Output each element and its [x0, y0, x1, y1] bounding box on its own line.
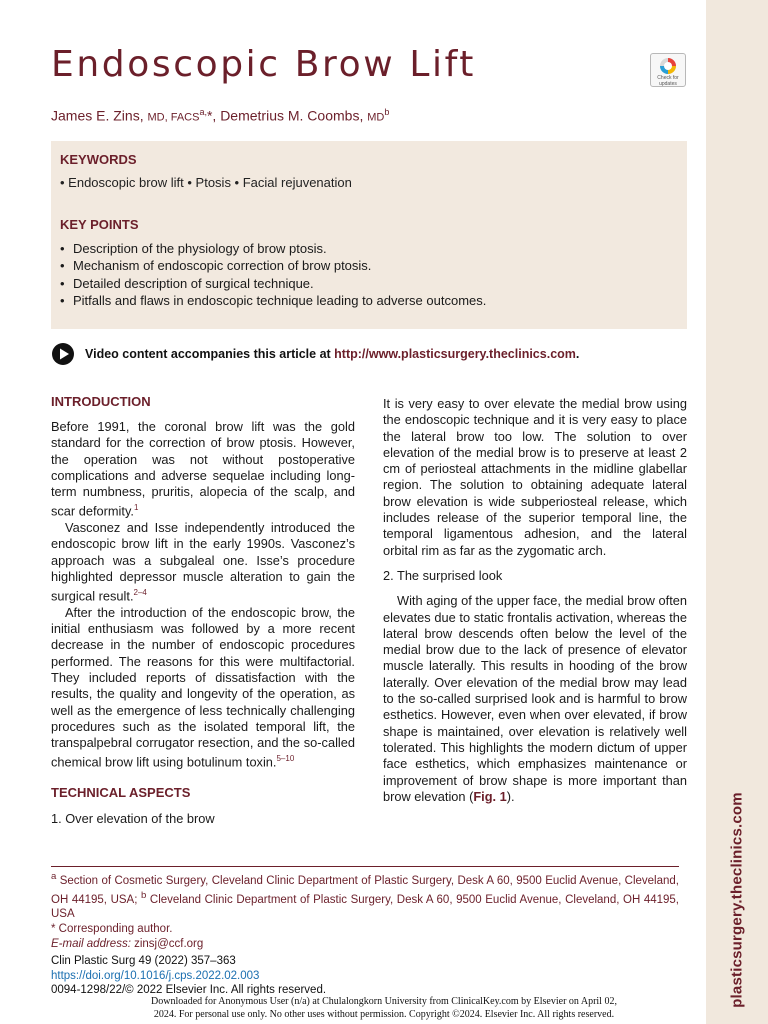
- key-point: • Mechanism of endoscopic correction of brow ptosis.: [60, 257, 486, 274]
- left-column: [51, 394, 355, 827]
- reference-link[interactable]: 5–10: [276, 754, 295, 764]
- numbered-item-1: 1. Over elevation of the brow: [51, 811, 215, 827]
- author-1-corresponding-star: *: [206, 107, 213, 124]
- video-notice: [51, 342, 579, 366]
- video-link[interactable]: http://www.plasticsurgery.theclinics.com: [334, 347, 576, 361]
- update-badge-icon: [659, 57, 677, 75]
- author-2-credentials: MD: [367, 111, 385, 124]
- copyright-line: 0094-1298/22/© 2022 Elsevier Inc. All rights reserved.: [51, 984, 327, 997]
- reference-link[interactable]: 2–4: [133, 588, 147, 598]
- keywords-keypoints-box: [51, 141, 687, 329]
- video-notice-end: .: [575, 347, 580, 361]
- reference-link[interactable]: 1: [133, 503, 139, 513]
- right-paragraph-2: With aging of the upper face, the medial brow often elevates due to static frontalis activation, whereas the lateral brow descends often below the level of the medial brow due to the lack of presence of elevator muscle laterally. This results in hooding of the brow laterally. Over elevation of the medial brow may lead to the so-called surprised look and is harmful to brow esthetics. However, even when over elevated, if brow shape is maintained, over elevation is relatively well tolerated. This highlights the modern dictum of upper face esthetics, which emphasizes maintenance or improvement of brow shape is more important than brow elevation (Fig. 1).: [383, 593, 687, 804]
- keywords-list: • Endoscopic brow lift • Ptosis • Facial rejuvenation: [60, 175, 352, 190]
- author-1-affiliation: a,: [199, 107, 207, 117]
- right-column: [383, 396, 687, 805]
- right-paragraph-1: It is very easy to over elevate the medial brow using the endoscopic technique and it is very easy to place the lateral brow too low. The solution to over elevation of the medial brow is to preserve at least 2 cm of periosteal attachments in the midline glabellar region. The solution to obtaining adequate lateral brow elevation is wide subperiosteal release, which includes release of the superior temporal line, the temporal ligamentous adhesion, and the lateral orbital rim as far as the zygomatic arch.: [383, 396, 687, 558]
- email-address[interactable]: zinsj@ccf.org: [130, 937, 204, 950]
- affiliations-footnote: [51, 870, 679, 952]
- corresponding-author-note: * Corresponding author.: [51, 923, 173, 936]
- author-line: [51, 107, 389, 124]
- introduction-heading: INTRODUCTION: [51, 394, 151, 409]
- download-notice-line-2: 2024. For personal use only. No other uses without permission. Copyright ©2024. Elsevier Inc. All rights reserved.: [153, 1008, 615, 1020]
- affiliation-text: $^a$ Section of Cosmetic Surgery, Cleveland Clinic Department of Plastic Surgery, Desk A 60, 9500 Euclid Avenue, Cleveland, OH 44195, USA; $^b$ Cleveland Clinic Department of Plastic Surgery, Desk A 60, 9500 Euclid Avenue, Cleveland, OH 44195, USA: [51, 871, 679, 921]
- video-notice-text: Video content accompanies this article at: [85, 347, 331, 361]
- badge-label-2: updates: [659, 81, 677, 87]
- journal-side-banner: plasticsurgery.theclinics.com: [728, 792, 746, 1008]
- doi-link[interactable]: https://doi.org/10.1016/j.cps.2022.02.003: [51, 969, 260, 982]
- author-2-affiliation: b: [384, 107, 390, 117]
- author-2-name: Demetrius M. Coombs,: [220, 107, 364, 124]
- article-title: Endoscopic Brow Lift: [51, 44, 476, 85]
- key-points-list: [60, 240, 486, 309]
- key-point: • Description of the physiology of brow ptosis.: [60, 240, 486, 257]
- author-separator: ,: [212, 107, 217, 124]
- figure-1-link[interactable]: Fig. 1: [473, 788, 507, 804]
- badge-label-1: Check for: [657, 75, 679, 81]
- keywords-heading: KEYWORDS: [60, 152, 137, 167]
- download-notice-line-1: Downloaded for Anonymous User (n/a) at Chulalongkorn University from ClinicalKey.com by Elsevier on April 02,: [151, 996, 617, 1007]
- check-for-updates-badge[interactable]: [650, 53, 686, 87]
- key-point: • Detailed description of surgical technique.: [60, 275, 486, 292]
- intro-paragraph-3: After the introduction of the endoscopic brow, the initial enthusiasm was followed by a more recent decrease in the number of endoscopic procedures performed. The reasons for this were multifactorial. They included reports of dissatisfaction with the results, the quality and longevity of the operation, as well as the emergence of less technically challenging procedures such as the isolated temporal lift, the transpalpebral corrugator resection, and the so-called chemical brow lift using botulinum toxin.$^{5-10}$: [51, 604, 355, 770]
- play-video-icon[interactable]: [51, 342, 75, 366]
- citation-block: [51, 954, 326, 998]
- footnote-divider: [51, 866, 679, 867]
- author-1-credentials: MD, FACS: [147, 111, 200, 124]
- numbered-item-2: 2. The surprised look: [383, 567, 503, 583]
- technical-aspects-heading: TECHNICAL ASPECTS: [51, 785, 191, 801]
- journal-citation: Clin Plastic Surg 49 (2022) 357–363: [51, 955, 236, 967]
- key-points-heading: KEY POINTS: [60, 217, 139, 232]
- intro-paragraph-1: Before 1991, the coronal brow lift was the gold standard for the correction of brow ptosis. However, the operation was not without postoperative complications and adverse sequelae including long-term numbness, pruritis, alopecia of the scalp, and scar deformity.$^1$: [51, 419, 355, 519]
- email-line: E-mail address: zinsj@ccf.org: [51, 937, 204, 950]
- download-notice: [100, 996, 668, 1021]
- author-1-name: James E. Zins,: [51, 107, 144, 124]
- intro-paragraph-2: Vasconez and Isse independently introduced the endoscopic brow lift in the early 1990s. Vasconez’s approach was a subgaleal one. Isse’s procedure highlighted depressor muscle alteration to gain the surgical result.$^{2-4}$: [51, 520, 355, 604]
- key-point: • Pitfalls and flaws in endoscopic technique leading to adverse outcomes.: [60, 292, 486, 309]
